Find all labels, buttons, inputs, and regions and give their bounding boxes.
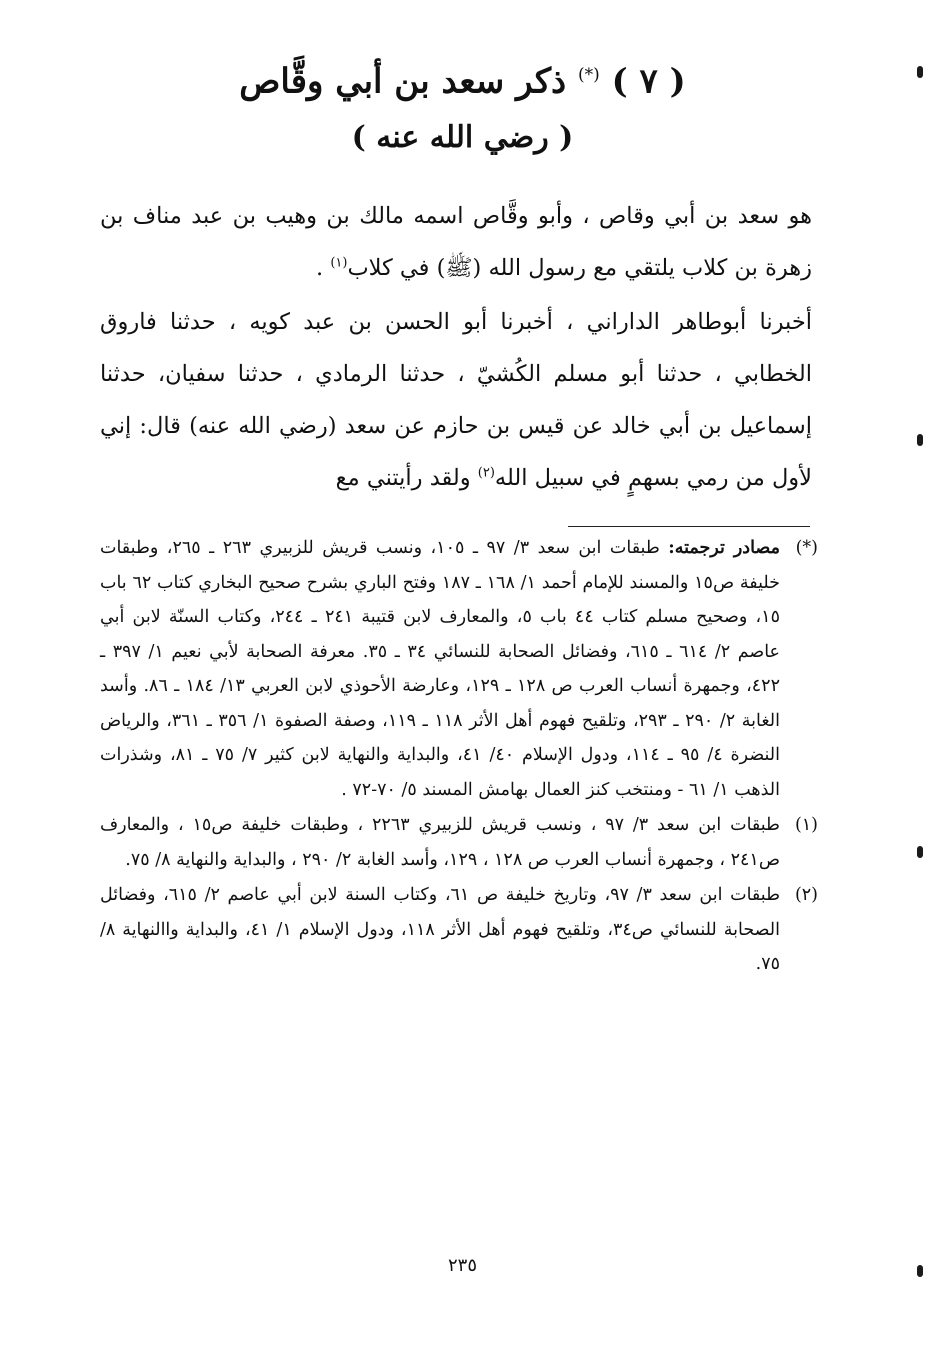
chapter-subtitle: ( رضي الله عنه ) (351, 120, 574, 155)
footnote-text: طبقات ابن سعد ٣/ ٩٧ ، ونسب قريش للزبيري ٢٢٦٣ ، وطبقات خليفة ص١٥ ، والمعارف ص٢٤١ ، وجمهرة أنساب العرب ص ١٢٨ ، ١٢٩، وأسد الغابة ٢/ ٢٩٠ ، والبداية والنهاية ٨/ ٧٥. (100, 815, 780, 870)
chapter-title (150, 50, 775, 106)
footnote-text: طبقات ابن سعد ٣/ ٩٧، وتاريخ خليفة ص ٦١، وكتاب السنة لابن أبي عاصم ٢/ ٦١٥، وفضائل الصحابة للنسائي ص٣٤، وتلقيح فهوم أهل الأثر ١١٨، ودول الإسلام ١/ ٤١، والبداية واالنهاية ٨/ ٧٥. (100, 885, 781, 974)
footnote-heading: مصادر ترجمته: (668, 538, 780, 558)
footnote-number: (١) (794, 815, 818, 835)
paragraph-text: أخبرنا أبوطاهر الداراني ، أخبرنا أبو الحسن بن عبد كويه ، حدثنا فاروق الخطابي ، حدثنا أبو مسلم الكُشيّ ، حدثنا الرمادي ، حدثنا سفيان، حدثنا إسماعيل بن أبي خالد عن قيس بن حازم عن سعد (رضي الله عنه) قال: إني لأول من رمي بسهمٍ في سبيل الله (100, 309, 812, 491)
chapter-title-text: ذكر سعد بن أبي وقَّاص (239, 61, 567, 102)
scan-edge-mark (917, 1265, 923, 1277)
footnote-sources (100, 531, 818, 807)
footnote-reference-1: (١) (330, 255, 348, 271)
footnote-number: (٢) (794, 885, 818, 905)
footnote-2 (100, 878, 818, 982)
scan-edge-mark (917, 66, 923, 78)
title-footnote-marker: (*) (578, 65, 600, 85)
paragraph-lineage (100, 190, 812, 294)
footnote-reference-2: (٢) (477, 465, 495, 481)
footnote-number: (*) (795, 538, 818, 558)
page-number: ٢٣٥ (447, 1255, 477, 1276)
footnote-text: طبقات ابن سعد ٣/ ٩٧ ـ ١٠٥، ونسب قريش للزبيري ٢٦٣ ـ ٢٦٥، وطبقات خليفة ص١٥ والمسند للإمام أحمد ١/ ١٦٨ ـ ١٨٧ وفتح الباري بشرح صحيح البخاري كتاب ٦٢ باب ١٥، وصحيح مسلم كتاب ٤٤ باب ٥، والمعارف لابن قتيبة ٢٤١ ـ ٢٤٤، وكتاب السنّة لابن أبي عاصم ٢/ ٦١٤ ـ ٦١٥، وفضائل الصحابة للنسائي ٣٤ ـ ٣٥. معرفة الصحابة لأبي نعيم ١/ ٣٩٧ ـ ٤٢٢، وجمهرة أنساب العرب ص ١٢٨ ـ ١٢٩، وعارضة الأحوذي لابن العربي ١٣/ ١٨٤ ـ ٨٦. وأسد الغابة ٢/ ٢٩٠ ـ ٢٩٣، وتلقيح فهوم أهل الأثر ١١٨ ـ ١١٩، وصفة الصفوة ١/ ٣٥٦ ـ ٣٦١، والرياض النضرة ٤/ ٩٥ ـ ١١٤، ودول الإسلام ٤٠/ ٤١، والبداية والنهاية لابن كثير ٧/ ٧٥ ـ ٨١، وشذرات الذهب ١/ ٦١ - ومنتخب كنز العمال بهامش المسند ٥/ ٧٠-٧٢ . (100, 538, 780, 800)
paragraph-end: . (316, 255, 331, 281)
paragraph-text: هو سعد بن أبي وقاص ، وأبو وقَّاص اسمه مالك بن وهيب بن عبد مناف بن زهرة بن كلاب يلتقي مع رسول الله (ﷺ) في كلاب (100, 203, 812, 281)
scan-edge-mark (917, 434, 923, 446)
paragraph-hadith (100, 296, 812, 504)
footnotes-section (100, 531, 818, 982)
scan-edge-mark (917, 846, 923, 858)
footnote-1 (100, 808, 818, 877)
chapter-number: ( ٧ ) (611, 61, 686, 102)
footnote-separator (568, 526, 810, 527)
paragraph-end: ولقد رأيتني مع (335, 465, 478, 491)
